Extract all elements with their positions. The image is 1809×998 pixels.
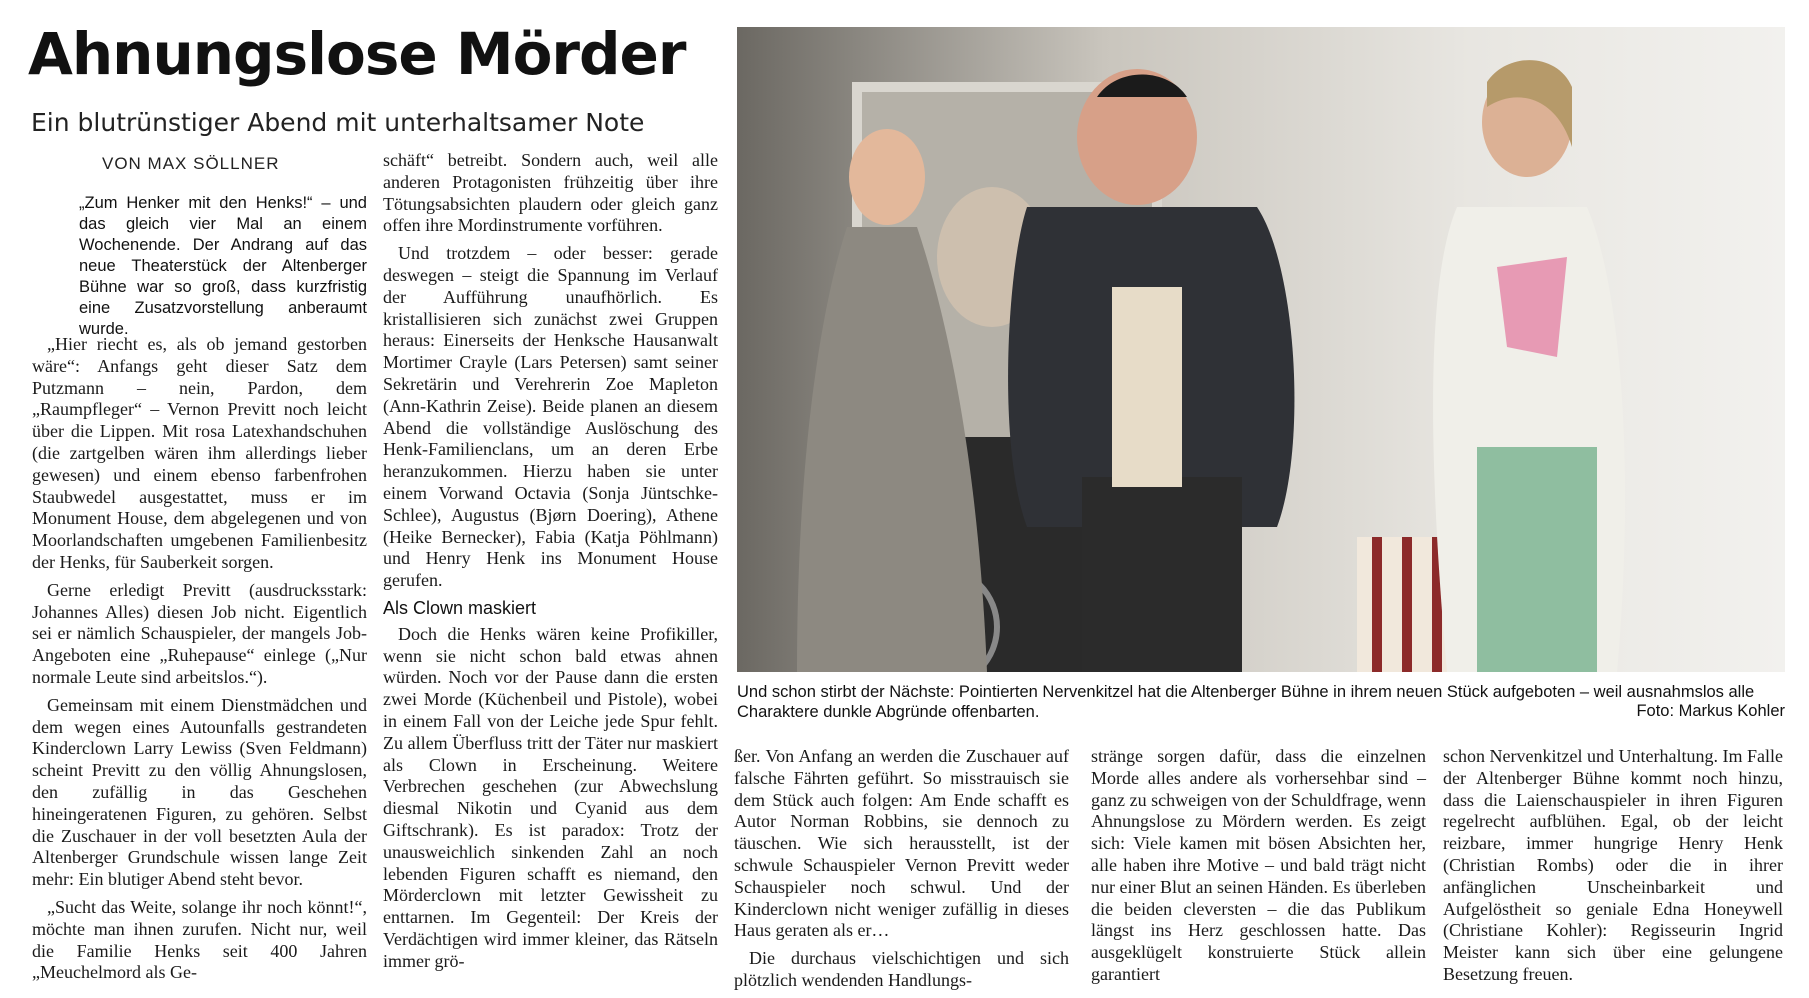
paragraph: „Sucht das Weite, solange ihr noch könnt!“, möchte man ihnen zurufen. Nicht nur, weil die Familie Henks seit 400 Jahren „Meuchelmord als Ge- bbox=[32, 896, 367, 983]
column-4 bbox=[1091, 746, 1426, 992]
paragraph: „Hier riecht es, als ob jemand gestorben wäre“: Anfangs geht dieser Satz dem Putzmann – nein, Pardon, dem „Raumpfleger“ – Vernon Previtt noch leicht über die Lippen. Mit rosa Latexhandschuhen (die zartgelben wären ihm allerdings lieber gewesen) und einem ebenso farbenfrohen Staubwedel ausgestattet, muss er im Monument House, dem abgelegenen und von Moorlandschaften umgebenen Familienbesitz der Henks, für Sauberkeit sorgen. bbox=[32, 334, 367, 572]
lead-paragraph: „Zum Henker mit den Henks!“ – und das gleich vier Mal an einem Wochenende. Der Andrang auf das neue Theaterstück der Altenberger Bühne war so groß, dass kurzfristig eine Zusatzvorstellung anberaumt wurde. bbox=[79, 194, 367, 338]
paragraph: Gerne erledigt Previtt (ausdrucksstark: Johannes Alles) diesen Job nicht. Eigentlich sei er nämlich Schauspieler, der mangels Job-Angeboten eine „Ruhepause“ einlege („Nur normale Leute sind arbeitslos.“). bbox=[32, 579, 367, 687]
column-3 bbox=[734, 746, 1069, 998]
paragraph: Und trotzdem – oder besser: gerade deswegen – steigt die Spannung im Verlauf der Aufführung unaufhörlich. Es kristallisieren sich zunächst zwei Gruppen heraus: Einerseits der Henksche Hausanwalt Mortimer Crayle (Lars Petersen) samt seiner Sekretärin und Verehrerin Zoe Mapleton (Ann-Kathrin Zeise). Beide planen an diesem Abend die vollständige Auslöschung des Henk-Familienclans, um an deren Erbe heranzukommen. Hierzu haben sie unter einem Vorwand Octavia (Sonja Jüntschke-Schlee), Augustus (Bjørn Doering), Athene (Heike Bernecker), Fabia (Katja Pöhlmann) und Henry Henk ins Monument House gerufen. bbox=[383, 243, 718, 591]
paragraph: schäft“ betreibt. Sondern auch, weil alle anderen Protagonisten frühzeitig über ihre Tötungsabsichten plaudern oder gleich ganz offen ihre Mordinstrumente vorführen. bbox=[383, 150, 718, 236]
paragraph: Die durchaus vielschichtigen und sich plötzlich wendenden Handlungs- bbox=[734, 948, 1069, 990]
byline: VON MAX SÖLLNER bbox=[102, 154, 280, 173]
photo-caption: Und schon stirbt der Nächste: Pointierten Nervenkitzel hat die Altenberger Bühne in ihrem neuen Stück aufgeboten – weil ausnahmslos alle Charaktere dunkle Abgründe offenbarten. bbox=[737, 683, 1755, 721]
paragraph: ßer. Von Anfang an werden die Zuschauer auf falsche Fährten geführt. So misstrauisch sie dem Stück auch folgen: Am Ende schafft es Autor Norman Robbins, sie dennoch zu täuschen. Wie sich herausstellt, ist der schwule Schauspieler Vernon Previtt weder Schauspieler noch schwul. Und der Kinderclown nicht weniger zufällig in dieses Haus geraten als er… bbox=[734, 746, 1069, 941]
headline: Ahnungslose Mörder bbox=[28, 20, 686, 88]
paragraph: stränge sorgen dafür, dass die einzelnen Morde alles andere als vorhersehbar sind – ganz zu schweigen von der Schuldfrage, wenn Ahnungslose zu Mördern werden. Es zeigt sich: Viele kamen mit bösen Absichten her, alle haben ihre Motive – und bald trägt nicht nur einer Blut an seinen Händen. Es überleben die beiden cleversten – die das Publikum längst ins Herz geschlossen hatte. Das ausgeklügelt konstruierte Stück allein garantiert bbox=[1091, 746, 1426, 984]
column-1 bbox=[32, 334, 367, 990]
photo-credit: Foto: Markus Kohler bbox=[1636, 702, 1785, 720]
paragraph: Doch die Henks wären keine Profikiller, wenn sie nicht schon bald etwas ahnen würden. Noch vor der Pause dann die ersten zwei Morde (Küchenbeil und Pistole), wobei in einem Fall von der Leiche jede Spur fehlt. Zu allem Überfluss tritt der Täter nur maskiert als Clown in Erscheinung. Weitere Verbrechen geschehen (zur Abwechslung diesmal Nikotin und Cyanid aus dem Giftschrank). Es ist paradox: Trotz der unausweichlich sinkenden Zahl an noch lebenden Figuren schafft es niemand, den Mörderclown mit letzter Gewissheit zu enttarnen. Im Gegenteil: Der Kreis der Verdächtigen wird immer kleiner, das Rätseln immer grö- bbox=[383, 623, 718, 971]
stage-photo bbox=[737, 27, 1785, 672]
column-2 bbox=[383, 150, 718, 978]
paragraph: Gemeinsam mit einem Dienstmädchen und dem wegen eines Autounfalls gestrandeten Kinderclown Larry Lewiss (Sven Feldmann) scheint Previtt zu den völlig Ahnungslosen, den zufällig in das Geschehen hineingeratenen Figuren, zu gehören. Selbst die Zuschauer in der voll besetzten Aula der Altenberger Grundschule wissen lange Zeit mehr: Ein blutiger Abend steht bevor. bbox=[32, 694, 367, 890]
subheadline: Ein blutrünstiger Abend mit unterhaltsamer Note bbox=[31, 108, 645, 137]
section-heading: Als Clown maskiert bbox=[383, 597, 537, 618]
paragraph: schon Nervenkitzel und Unterhaltung. Im Falle der Altenberger Bühne kommt noch hinzu, dass die Laienschauspieler in ihren Figuren regelrecht aufblühen. Egal, ob der leicht reizbare, immer hungrige Henry Henk (Christian Rombs) oder die in ihrer anfänglichen Unscheinbarkeit und Aufgelöstheit so geniale Edna Honeywell (Christiane Kohler): Regisseurin Ingrid Meister kann sich über eine gelungene Besetzung freuen. bbox=[1443, 746, 1783, 984]
column-5 bbox=[1443, 746, 1783, 992]
